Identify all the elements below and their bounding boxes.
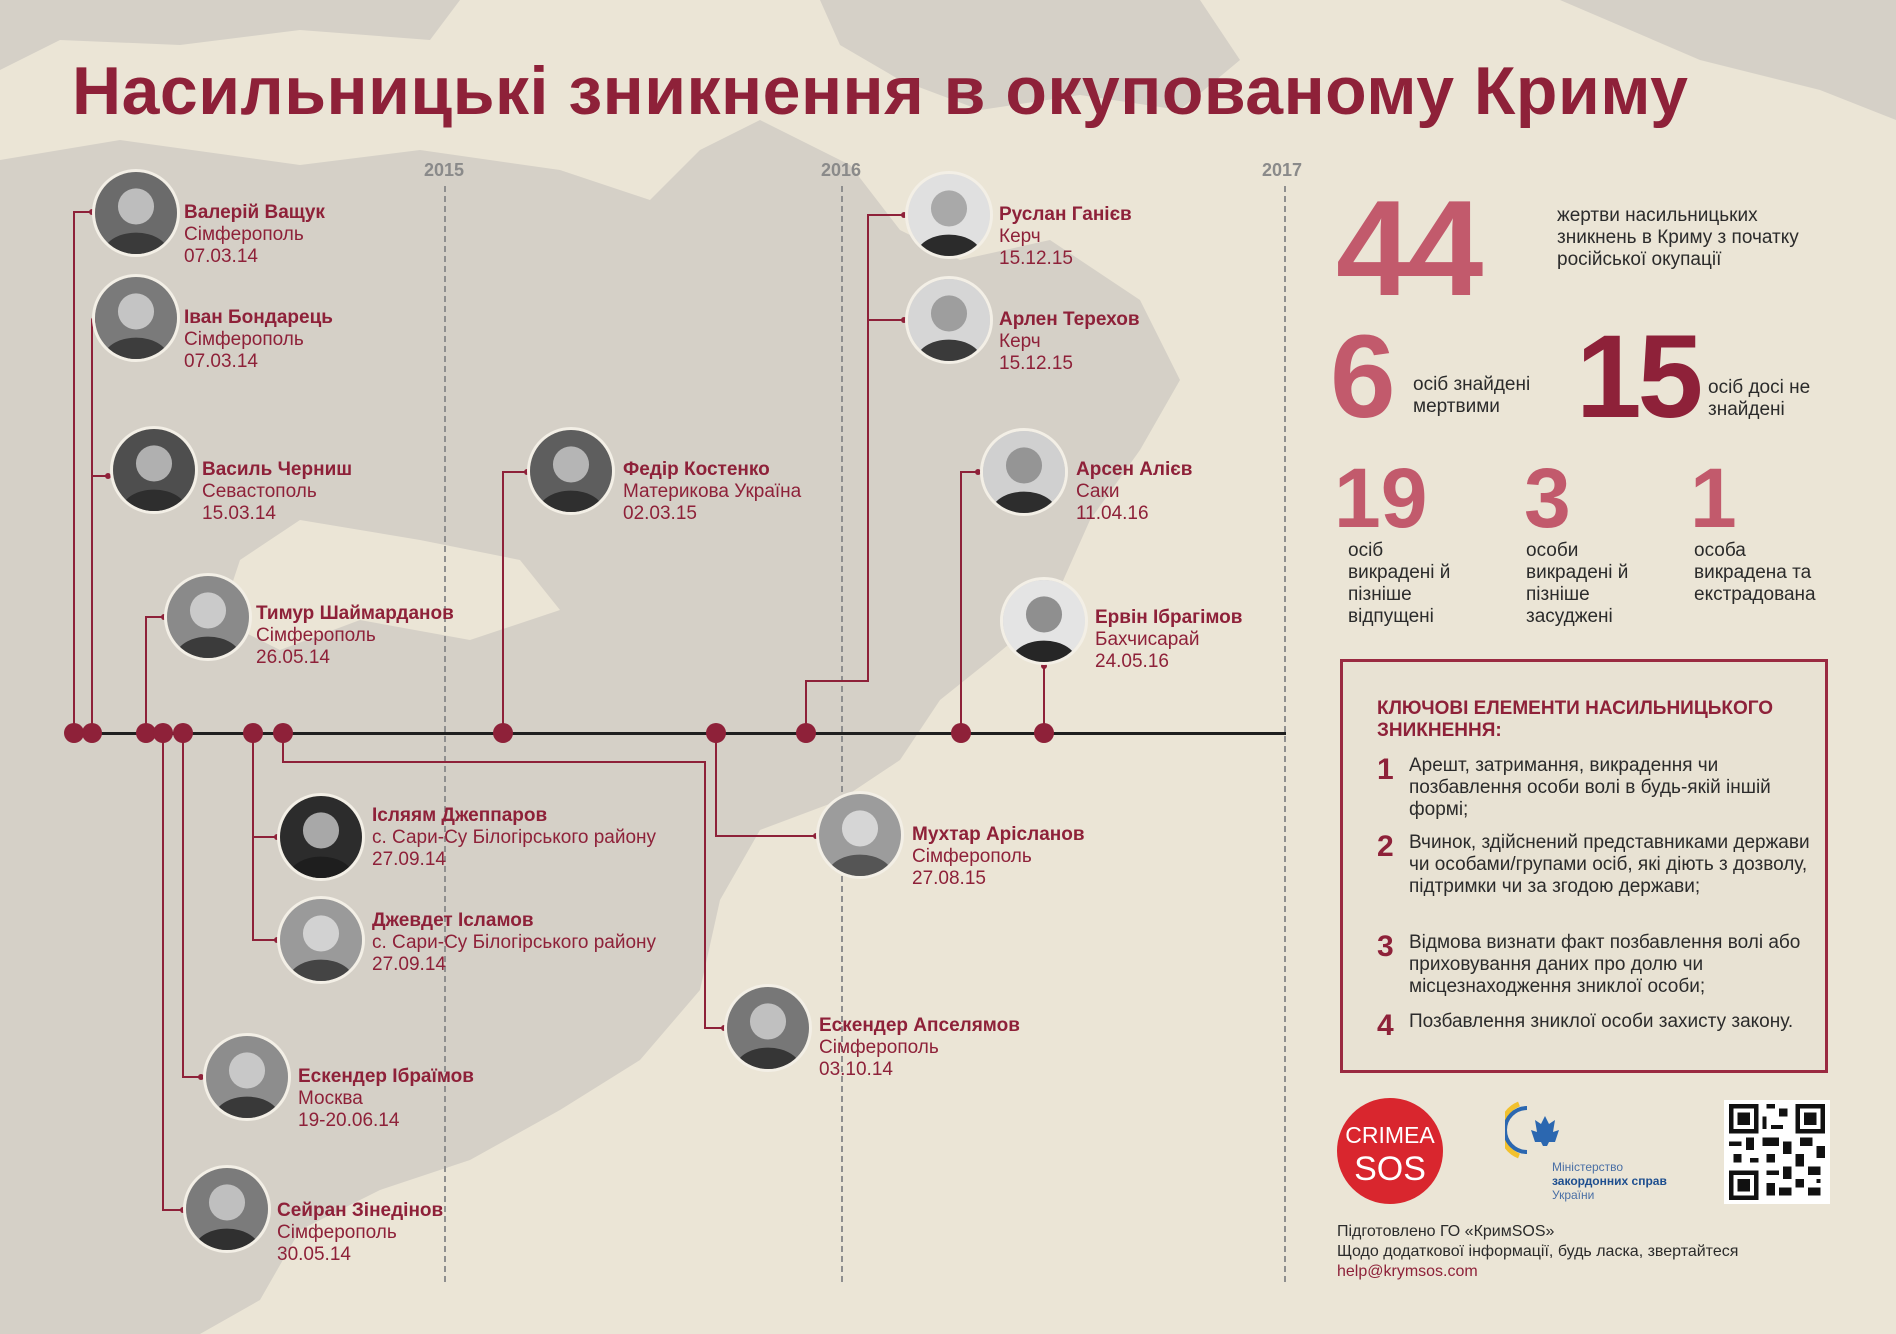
person-name: Ескендер Апселямов [819,1015,1020,1036]
mfa-line: України [1552,1188,1595,1202]
portrait-photo [92,274,180,362]
mfa-line: Міністерство [1552,1160,1624,1174]
qr-code[interactable] [1724,1100,1830,1204]
mfa-emblem-icon [1505,1098,1585,1162]
person-date: 15.12.15 [999,353,1073,374]
person-place: Севастополь [202,481,317,502]
timeline-marker [796,723,816,743]
person-name: Ісляям Джеппаров [372,805,548,826]
year-label-2016: 2016 [821,160,862,180]
key-element-text: Позбавлення зниклої особи захисту закону. [1409,1011,1794,1032]
person-name: Мухтар Арісланов [912,824,1085,845]
timeline-marker [273,723,293,743]
person-name: Джевдет Ісламов [372,910,534,931]
person-name: Ервін Ібрагімов [1095,607,1243,628]
key-element-text: Вчинок, здійснений представниками держави чи особами/групами осіб, які діють з дозволу, підтримки чи за згодою держави; [1409,832,1810,897]
stat-total-number: 44 [1336,172,1480,324]
stat-dead-text: осіб знайдені мертвими [1413,374,1531,417]
stat-released-number: 19 [1334,451,1428,545]
person-date: 24.05.16 [1095,651,1169,672]
person-place: Москва [298,1088,363,1109]
timeline-marker [243,723,263,743]
portrait-photo [203,1033,291,1121]
person-place: Сімферополь [184,224,304,245]
portrait-photo [527,427,615,515]
portrait-photo [92,169,180,257]
portrait-photo [816,791,904,879]
person-date: 27.09.14 [372,849,446,870]
portrait-photo [110,426,198,514]
person-entry [372,910,656,976]
year-label-2015: 2015 [424,160,465,180]
person-name: Іван Бондарець [184,307,333,328]
timeline-marker [706,723,726,743]
key-elements-box [1340,659,1828,1073]
person-entry [912,824,1085,890]
mfa-logo-text [1552,1160,1667,1202]
logo-text: SOS [1354,1150,1426,1188]
person-place: Бахчисарай [1095,629,1200,650]
stat-extradited-number: 1 [1690,451,1737,545]
key-element-number: 4 [1377,1009,1394,1042]
person-name: Арлен Терехов [999,309,1140,330]
portrait-photo [724,984,812,1072]
person-date: 27.09.14 [372,954,446,975]
portrait-photo [1000,577,1088,665]
person-date: 03.10.14 [819,1059,893,1080]
person-place: Сімферополь [184,329,304,350]
stat-missing-text: осіб досі не знайдені [1708,377,1811,420]
stat-total-text: жертви насильницьких зникнень в Криму з початку російської окупації [1557,205,1799,270]
person-name: Сейран Зінедінов [277,1200,444,1221]
qr-code-icon [1724,1100,1830,1204]
portrait-photo [164,573,252,661]
person-name: Арсен Алієв [1076,459,1193,480]
stat-extradited-text: особа викрадена та екстрадована [1694,540,1816,605]
person-entry [256,603,454,669]
timeline-marker [1034,723,1054,743]
key-element-text: Відмова визнати факт позбавлення волі або приховування даних про долю чи місцезнаходження зниклої особи; [1409,932,1801,997]
person-entry [1076,459,1192,525]
credits [1337,1222,1738,1282]
person-date: 15.03.14 [202,503,276,524]
person-place: Саки [1076,481,1120,502]
key-element-text: Арешт, затримання, викрадення чи позбавлення особи волі в будь-якій іншій формі; [1409,755,1771,820]
stat-missing-number: 15 [1576,311,1700,443]
year-label-2017: 2017 [1262,160,1303,180]
person-date: 15.12.15 [999,248,1073,269]
person-place: Материкова Україна [623,481,802,502]
person-place: с. Сари-Су Білогірського району [372,932,656,953]
timeline-marker [173,723,193,743]
person-entry [277,1200,443,1266]
person-entry [1095,607,1242,673]
person-name: Валерій Ващук [184,202,325,223]
person-name: Тимур Шаймарданов [256,603,454,624]
person-entry [184,202,325,268]
portrait-photo [980,428,1068,516]
portrait-photo [277,896,365,984]
person-entry [999,309,1140,375]
person-entry [819,1015,1020,1081]
stat-dead-number: 6 [1330,311,1396,443]
mfa-line: закордонних справ [1552,1174,1667,1188]
person-date: 26.05.14 [256,647,330,668]
timeline-marker [153,723,173,743]
timeline-marker [82,723,102,743]
crimea-sos-logo [1337,1098,1443,1204]
person-date: 27.08.15 [912,868,986,889]
stat-released-text: осіб викрадені й пізніше відпущені [1348,540,1451,627]
person-name: Руслан Ганієв [999,204,1132,225]
person-place: Керч [999,331,1041,352]
person-entry [202,459,352,525]
stat-convicted-text: особи викрадені й пізніше засуджені [1526,540,1629,627]
person-date: 07.03.14 [184,351,258,372]
person-date: 11.04.16 [1076,503,1149,524]
key-elements-title: КЛЮЧОВІ ЕЛЕМЕНТИ НАСИЛЬНИЦЬКОГО ЗНИКНЕННЯ: [1377,698,1774,741]
person-place: Сімферополь [912,846,1032,867]
page-title: Насильницькі зникнення в окупованому Криму [72,53,1689,129]
person-place: Сімферополь [256,625,376,646]
stat-convicted-number: 3 [1524,451,1571,545]
person-place: Сімферополь [277,1222,397,1243]
person-date: 07.03.14 [184,246,258,267]
person-place: Керч [999,226,1041,247]
portrait-photo [183,1165,271,1253]
key-element-number: 1 [1377,753,1394,786]
timeline-marker [64,723,84,743]
credits-line: Підготовлено ГО «КримSOS» [1337,1223,1555,1240]
person-entry [372,805,656,871]
person-name: Ескендер Ібраїмов [298,1066,474,1087]
portrait-photo [277,793,365,881]
credits-line: Щодо додаткової інформації, будь ласка, звертайтеся [1337,1243,1739,1260]
logo-text: CRIMEA [1345,1122,1435,1148]
timeline-marker [951,723,971,743]
person-date: 02.03.15 [623,503,697,524]
person-place: Сімферополь [819,1037,939,1058]
portrait-photo [905,171,993,259]
key-element-number: 2 [1377,830,1394,863]
person-name: Василь Черниш [202,459,353,480]
portrait-photo [905,276,993,364]
contact-email-link[interactable]: help@krymsos.com [1337,1263,1478,1280]
person-entry [184,307,333,373]
person-entry [999,204,1132,270]
person-place: с. Сари-Су Білогірського району [372,827,656,848]
person-entry [623,459,801,525]
person-date: 19-20.06.14 [298,1110,400,1131]
person-name: Федір Костенко [623,459,770,480]
key-element-number: 3 [1377,930,1394,963]
person-entry [298,1066,474,1132]
person-date: 30.05.14 [277,1244,351,1265]
timeline-marker [493,723,513,743]
